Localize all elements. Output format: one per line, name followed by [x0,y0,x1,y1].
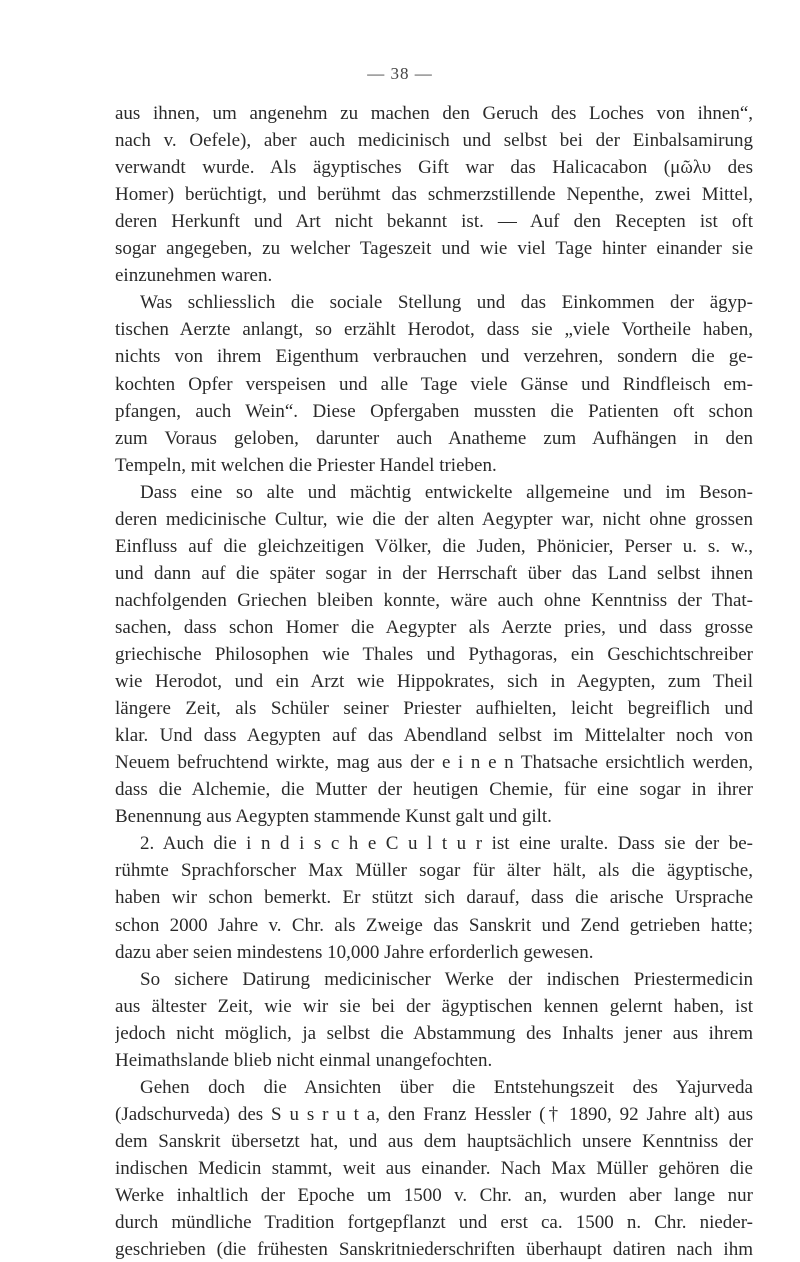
text-line: nichts von ihrem Eigenthum verbrauchen und verzehren, sondern die ge- [115,346,753,368]
text-line: zum Voraus geloben, darunter auch Anatheme zum Aufhängen in den [115,427,753,449]
text-line: deren medicinische Cultur, wie die der alten Aegypter war, nicht ohne grossen [115,508,753,530]
text-line: Dass eine so alte und mächtig entwickelte allgemeine und im Beson- [140,481,753,503]
text-line: und dann auf die später sogar in der Herrschaft über das Land selbst ihnen [115,562,753,584]
page-number: — 38 — [367,64,433,83]
text-line: tischen Aerzte anlangt, so erzählt Herodot, dass sie „viele Vortheile haben, [115,319,753,341]
text-line: Homer) berüchtigt, und berühmt das schmerzstillende Nepenthe, zwei Mittel, [115,184,753,206]
text-line: wie Herodot, und ein Arzt wie Hippokrates, sich in Aegypten, zum Theil [115,671,753,693]
text-line: jedoch nicht möglich, ja selbst die Abstammung des Inhalts jener aus ihrem [115,1022,753,1044]
text-line: einzunehmen waren. [115,265,273,287]
text-line: (Jadschurveda) des S u s r u t a, den Franz Hessler († 1890, 92 Jahre alt) aus [115,1103,753,1125]
text-line: klar. Und dass Aegypten auf das Abendland selbst im Mittelalter noch von [115,725,753,747]
text-line: haben wir schon bemerkt. Er stützt sich darauf, dass die arische Ursprache [115,887,753,909]
text-line: sachen, dass schon Homer die Aegypter als Aerzte pries, und dass grosse [115,616,753,638]
text-line: Heimathslande blieb nicht einmal unangefochten. [115,1049,493,1071]
text-line: kochten Opfer verspeisen und alle Tage viele Gänse und Rindfleisch em- [115,373,753,395]
text-line: indischen Medicin stammt, weit aus einander. Nach Max Müller gehören die [115,1157,753,1179]
text-line: Tempeln, mit welchen die Priester Handel trieben. [115,454,497,476]
text-line: nachfolgenden Griechen bleiben konnte, wäre auch ohne Kenntniss der That- [115,589,753,611]
text-line: rühmte Sprachforscher Max Müller sogar für älter hält, als die ägyptische, [115,860,753,882]
text-line: sogar angegeben, zu welcher Tageszeit und wie viel Tage hinter einander sie [115,238,753,260]
text-line: durch mündliche Tradition fortgepflanzt und erst ca. 1500 n. Chr. nieder- [115,1212,753,1234]
text-line: dass die Alchemie, die Mutter der heutigen Chemie, für eine sogar in ihrer [115,779,753,801]
text-line: längere Zeit, als Schüler seiner Priester aufhielten, leicht begreiflich und [115,698,753,720]
text-line: schon 2000 Jahre v. Chr. als Zweige das Sanskrit und Zend getrieben hatte; [115,914,753,936]
text-line: Neuem befruchtend wirkte, mag aus der e i n e n Thatsache ersichtlich werden, [115,752,753,774]
text-line: aus ältester Zeit, wie wir sie bei der ägyptischen kennen gelernt haben, ist [115,995,753,1017]
text-line: nach v. Oefele), aber auch medicinisch und selbst bei der Einbalsamirung [115,130,753,152]
text-line: aus ihnen, um angenehm zu machen den Geruch des Loches von ihnen“, [115,103,753,124]
text-line: Gehen doch die Ansichten über die Entstehungszeit des Yajurveda [140,1076,753,1098]
text-line: Benennung aus Aegypten stammende Kunst galt und gilt. [115,806,552,828]
text-line: pfangen, auch Wein“. Diese Opfergaben mussten die Patienten oft schon [115,400,753,422]
text-line: Werke inhaltlich der Epoche um 1500 v. Chr. an, wurden aber lange nur [115,1185,753,1206]
text-line: deren Herkunft und Art nicht bekannt ist. — Auf den Recepten ist oft [115,211,753,233]
text-line: Einfluss auf die gleichzeitigen Völker, die Juden, Phönicier, Perser u. s. w., [115,535,753,557]
text-line: Was schliesslich die sociale Stellung und das Einkommen der ägyp- [140,292,753,314]
text-line: geschrieben (die frühesten Sanskritniederschriften überhaupt datiren nach ihm [115,1239,753,1261]
text-line: 2. Auch die i n d i s c h e C u l t u r ist eine uralte. Dass sie der be- [140,833,753,855]
text-line: So sichere Datirung medicinischer Werke der indischen Priestermedicin [140,968,753,990]
text-line: dazu aber seien mindestens 10,000 Jahre erforderlich gewesen. [115,941,594,963]
text-line: dem Sanskrit übersetzt hat, und aus dem hauptsächlich unsere Kenntniss der [115,1130,753,1152]
text-line: griechische Philosophen wie Thales und Pythagoras, ein Geschichtschreiber [115,644,753,665]
text-line: verwandt wurde. Als ägyptisches Gift war das Halicacabon (μῶλυ des [115,157,753,179]
